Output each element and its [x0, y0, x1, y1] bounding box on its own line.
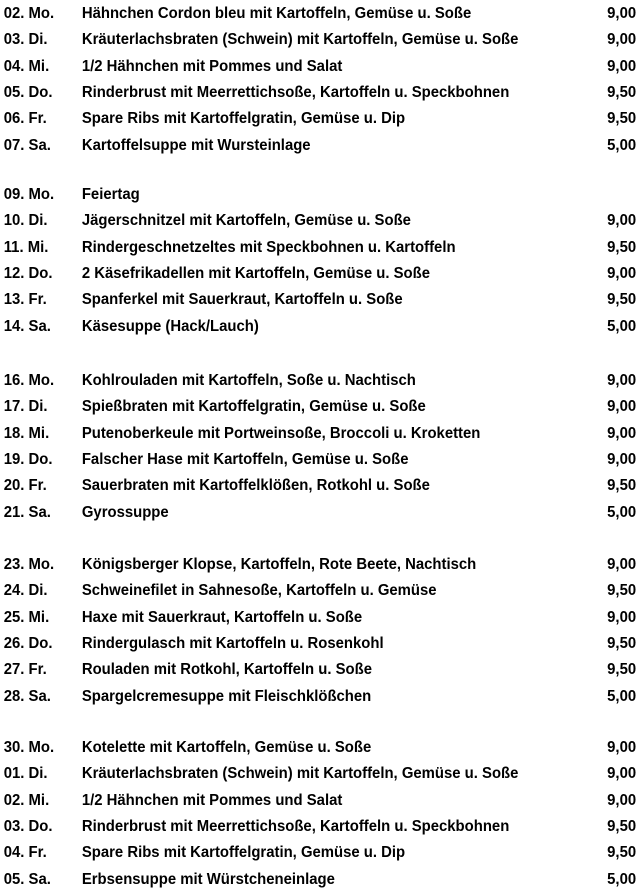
menu-price: 9,00 — [607, 398, 637, 416]
menu-row — [0, 448, 637, 472]
menu-row — [0, 262, 637, 286]
menu-row — [0, 369, 637, 393]
menu-row — [0, 474, 637, 498]
menu-price: 9,00 — [607, 608, 637, 626]
menu-day: 05. Sa. — [3, 870, 51, 888]
menu-row — [0, 553, 637, 577]
menu-row — [0, 815, 637, 839]
menu-price: 5,00 — [607, 870, 637, 888]
menu-row — [0, 55, 637, 79]
menu-row — [0, 236, 637, 260]
menu-row — [0, 606, 637, 630]
menu-price: 9,50 — [607, 110, 637, 128]
menu-day: 03. Di. — [3, 31, 48, 49]
menu-price: 5,00 — [607, 687, 637, 705]
menu-day: 04. Mi. — [3, 57, 50, 75]
menu-dish: 1/2 Hähnchen mit Pommes und Salat — [81, 57, 343, 75]
menu-day: 23. Mo. — [3, 556, 55, 573]
menu-price: 9,00 — [607, 31, 637, 49]
menu-day: 14. Sa. — [3, 317, 51, 335]
menu-dish: Hähnchen Cordon bleu mit Kartoffeln, Gemüse u. Soße — [81, 5, 472, 22]
menu-row — [0, 501, 637, 525]
menu-price: 9,50 — [607, 844, 637, 862]
menu-row — [0, 288, 637, 312]
menu-day: 21. Sa. — [3, 503, 51, 521]
menu-price: 5,00 — [607, 503, 637, 521]
menu-dish: 2 Käsefrikadellen mit Kartoffeln, Gemüse u. Soße — [81, 264, 430, 282]
menu-day: 11. Mi. — [3, 238, 49, 256]
menu-price: 9,50 — [607, 83, 637, 101]
menu-day: 06. Fr. — [3, 110, 47, 128]
menu-row — [0, 762, 637, 786]
menu-price: 9,00 — [607, 739, 637, 756]
menu-row — [0, 81, 637, 105]
menu-day: 17. Di. — [3, 398, 48, 416]
menu-price: 9,00 — [607, 212, 637, 230]
menu-row — [0, 315, 637, 339]
menu-dish: Jägerschnitzel mit Kartoffeln, Gemüse u. Soße — [81, 212, 411, 230]
menu-day: 01. Di. — [3, 765, 48, 783]
menu-price: 9,00 — [607, 264, 637, 282]
menu-row — [0, 658, 637, 682]
menu-dish: Sauerbraten mit Kartoffelklößen, Rotkohl u. Soße — [81, 477, 430, 495]
menu-price: 9,00 — [607, 791, 637, 809]
menu-dish: Rinderbrust mit Meerrettichsoße, Kartoffeln u. Speckbohnen — [81, 83, 510, 101]
menu-price: 9,50 — [607, 238, 637, 256]
menu-price: 9,50 — [607, 582, 637, 600]
menu-dish: Rindergulasch mit Kartoffeln u. Rosenkohl — [81, 634, 384, 652]
menu-price: 9,00 — [607, 556, 637, 573]
menu-day: 20. Fr. — [3, 477, 47, 495]
menu-day: 19. Do. — [3, 450, 53, 468]
menu-day: 07. Sa. — [3, 136, 51, 154]
menu-dish: Spare Ribs mit Kartoffelgratin, Gemüse u. Dip — [81, 844, 406, 862]
menu-price: 5,00 — [607, 317, 637, 335]
menu-row — [0, 422, 637, 446]
menu-day: 12. Do. — [3, 264, 53, 282]
menu-row — [0, 736, 637, 760]
menu-price: 9,00 — [607, 372, 637, 389]
menu-row — [0, 632, 637, 656]
menu-day: 26. Do. — [3, 634, 53, 652]
menu-day: 10. Di. — [3, 212, 48, 230]
menu-row — [0, 868, 637, 892]
menu-day: 24. Di. — [3, 582, 48, 600]
menu-row — [0, 107, 637, 131]
menu-day: 30. Mo. — [3, 739, 55, 756]
menu-dish: Schweinefilet in Sahnesoße, Kartoffeln u. Gemüse — [81, 582, 437, 600]
menu-day: 27. Fr. — [3, 661, 47, 679]
menu-day: 18. Mi. — [3, 424, 50, 442]
menu-row — [0, 579, 637, 603]
menu-dish: 1/2 Hähnchen mit Pommes und Salat — [81, 791, 343, 809]
menu-dish: Rouladen mit Rotkohl, Kartoffeln u. Soße — [81, 661, 373, 679]
menu-row — [0, 28, 637, 52]
menu-row — [0, 789, 637, 813]
menu-dish: Kräuterlachsbraten (Schwein) mit Kartoffeln, Gemüse u. Soße — [81, 765, 519, 783]
menu-dish: Putenoberkeule mit Portweinsoße, Broccoli u. Kroketten — [81, 424, 481, 442]
menu-row — [0, 395, 637, 419]
menu-dish: Spargelcremesuppe mit Fleischklößchen — [81, 687, 372, 705]
menu-price: 9,50 — [607, 477, 637, 495]
menu-row — [0, 183, 595, 207]
menu-dish: Rinderbrust mit Meerrettichsoße, Kartoffeln u. Speckbohnen — [81, 817, 510, 835]
menu-row — [0, 685, 637, 709]
menu-dish: Spare Ribs mit Kartoffelgratin, Gemüse u. Dip — [81, 110, 406, 128]
menu-dish: Falscher Hase mit Kartoffeln, Gemüse u. Soße — [81, 450, 409, 468]
menu-dish: Gyrossuppe — [81, 503, 169, 521]
menu-day: 05. Do. — [3, 83, 53, 101]
menu-day: 25. Mi. — [3, 608, 50, 626]
menu-price: 9,50 — [607, 291, 637, 309]
menu-row — [0, 134, 637, 158]
menu-dish: Feiertag — [81, 186, 140, 203]
menu-price: 9,00 — [607, 424, 637, 442]
menu-day: 28. Sa. — [3, 687, 51, 705]
menu-day: 16. Mo. — [3, 372, 55, 389]
menu-dish: Kohlrouladen mit Kartoffeln, Soße u. Nachtisch — [81, 372, 416, 389]
menu-dish: Käsesuppe (Hack/Lauch) — [81, 317, 259, 335]
menu-day: 02. Mo. — [3, 5, 55, 22]
menu-price: 9,50 — [607, 817, 637, 835]
menu-price: 9,50 — [607, 661, 637, 679]
menu-day: 13. Fr. — [3, 291, 47, 309]
menu-price: 9,00 — [607, 450, 637, 468]
menu-dish: Kotelette mit Kartoffeln, Gemüse u. Soße — [81, 739, 372, 756]
menu-row — [0, 841, 637, 865]
menu-dish: Rindergeschnetzeltes mit Speckbohnen u. Kartoffeln — [81, 238, 456, 256]
menu-dish: Spanferkel mit Sauerkraut, Kartoffeln u. Soße — [81, 291, 403, 309]
menu-dish: Spießbraten mit Kartoffelgratin, Gemüse u. Soße — [81, 398, 426, 416]
menu-price: 9,00 — [607, 57, 637, 75]
menu-day: 09. Mo. — [3, 186, 55, 203]
menu-price: 5,00 — [607, 136, 637, 154]
menu-dish: Kräuterlachsbraten (Schwein) mit Kartoffeln, Gemüse u. Soße — [81, 31, 519, 49]
menu-price: 9,50 — [607, 634, 637, 652]
menu-dish: Königsberger Klopse, Kartoffeln, Rote Beete, Nachtisch — [81, 556, 477, 573]
menu-price: 9,00 — [607, 765, 637, 783]
menu-dish: Erbsensuppe mit Würstcheneinlage — [81, 870, 335, 888]
menu-day: 03. Do. — [3, 817, 53, 835]
menu-day: 04. Fr. — [3, 844, 47, 862]
menu-price: 9,00 — [607, 5, 637, 22]
menu-dish: Haxe mit Sauerkraut, Kartoffeln u. Soße — [81, 608, 363, 626]
menu-dish: Kartoffelsuppe mit Wursteinlage — [81, 136, 311, 154]
menu-day: 02. Mi. — [3, 791, 50, 809]
menu-row — [0, 209, 637, 233]
menu-row — [0, 2, 637, 26]
